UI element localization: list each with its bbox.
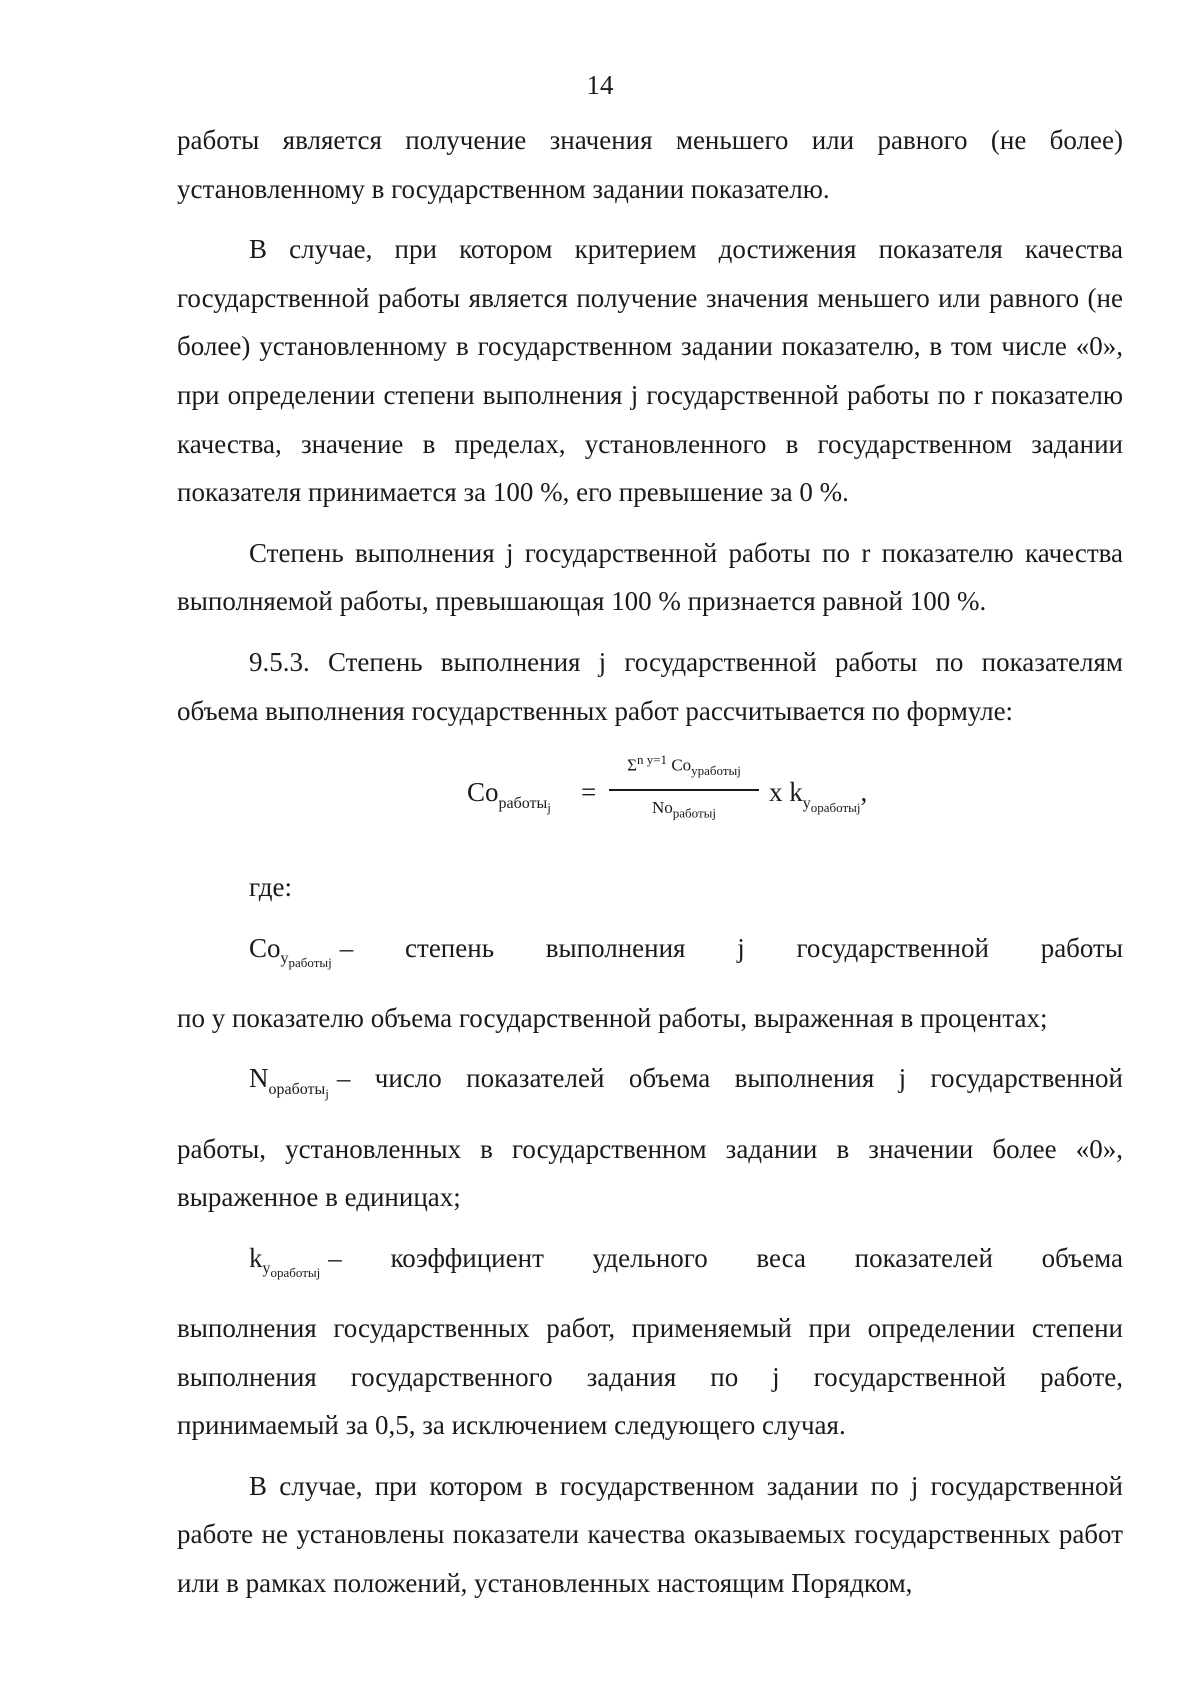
formula-equals: = — [581, 777, 597, 808]
paragraph-3: Степень выполнения j государственной работы по r показателю качества выполняемой работы, превышающая 100 % признается равной 100 %. — [177, 537, 1123, 617]
formula — [177, 743, 1123, 855]
definition-2 — [177, 1054, 1123, 1118]
paragraph-2: В случае, при котором критерием достижения показателя качества государственной работы является получение значения меньшего или равного (не более) установленному в государственном задании показателю, в том числе «0», при определении степени выполнения j государственной работы по r показателю качества, значение в пределах, установленного в государственном задании показателя принимается за 100 %, его превышение за 0 %. — [177, 234, 1123, 508]
paragraph-5: В случае, при котором в государственном задании по j государственной работе не установлены показатели качества оказываемых государственных работ или в рамках положений, установленных настоящим Порядком, — [177, 1470, 1123, 1598]
where-label: где: — [249, 872, 292, 903]
definition-1-symbol: $Co_{y_{работыj}}$ — [249, 932, 332, 971]
definition-1 — [177, 924, 1123, 988]
page-number: 14 — [586, 70, 614, 100]
definition-3-text: – коэффициент удельного веса показателей объема — [328, 1242, 1123, 1273]
definition-2-symbol: $N_{oработы_j}$ — [249, 1063, 329, 1102]
definition-2-text: – число показателей объема выполнения j государственной — [336, 1063, 1123, 1094]
definition-1-continuation: по y показателю объема государственной работы, выраженная в процентах; — [177, 1002, 1048, 1033]
formula-coefficient: x $k_{y_{oработыj}}$, — [769, 777, 868, 815]
document-body — [177, 116, 1123, 1620]
definition-3-continuation: выполнения государственных работ, применяемый при определении степени выполнения государственного задания по j государственной работе, принимаемый за 0,5, за исключением следующего случая. — [177, 1313, 1123, 1441]
definition-1-text: – степень выполнения j государственной работы — [339, 932, 1123, 963]
paragraph-1: работы является получение значения меньшего или равного (не более) установленному в государственном задании показателю. — [177, 125, 1123, 204]
formula-lhs: $Co_{работы_j}$ — [467, 777, 551, 815]
formula-numerator: $\Sigma^{n y=1}$ $Co_{yработыj}$ — [627, 752, 741, 779]
definition-3 — [177, 1234, 1123, 1298]
definition-3-symbol: $k_{y_{oработыj}}$ — [249, 1242, 321, 1281]
formula-fraction — [609, 743, 759, 824]
formula-denominator: $No_{работыj}$ — [651, 797, 717, 821]
paragraph-4: 9.5.3. Степень выполнения j государственной работы по показателям объема выполнения государственных работ рассчитывается по формуле: — [177, 646, 1123, 726]
definition-2-continuation: работы, установленных в государственном задании в значении более «0», выраженное в единицах; — [177, 1133, 1123, 1213]
